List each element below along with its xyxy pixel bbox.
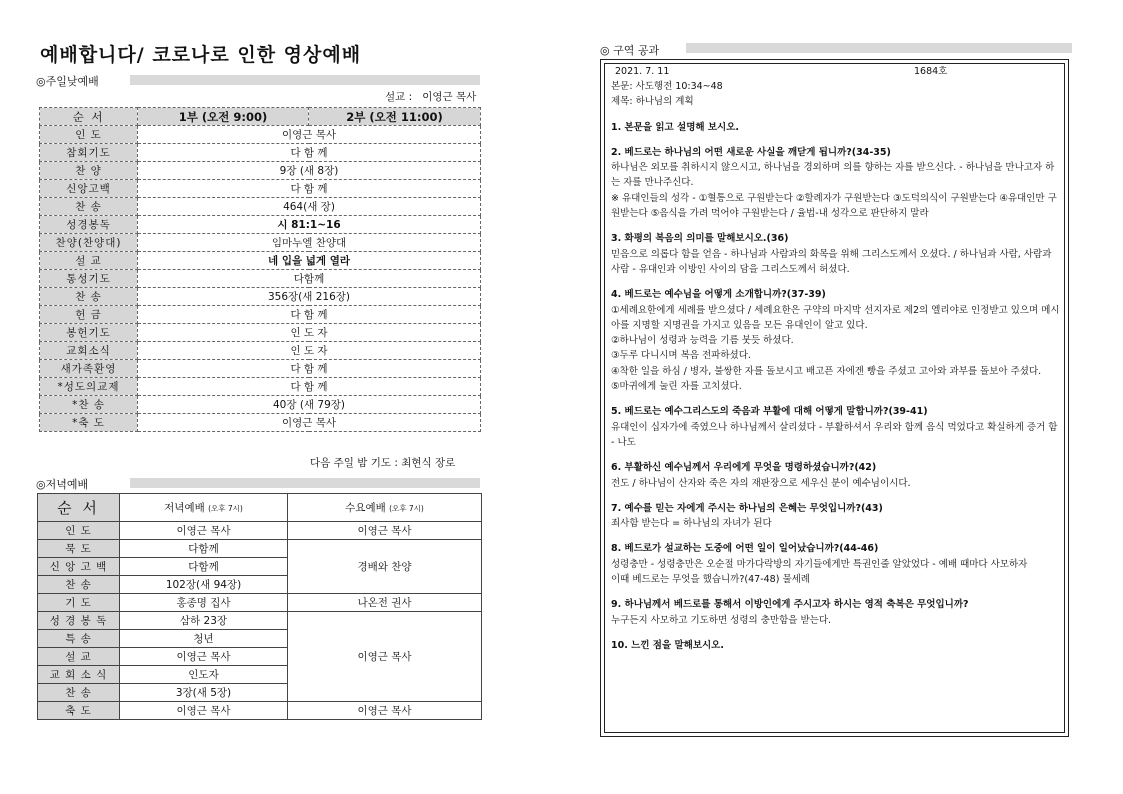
evening-row-wednesday: 나온전 권사 [288,594,482,612]
evening-row-sunday-night: 3장(새 5장) [120,684,288,702]
study-question: 6. 부활하신 예수님께서 우리에게 무엇을 명령하셨습니까?(42) [611,462,877,474]
evening-row [38,522,482,540]
study-question: 2. 베드로는 하나님의 어떤 새로운 사실을 깨닫게 됩니까?(34-35) [611,146,891,158]
study-spacer [611,394,1062,404]
evening-row-sunday-night: 삼하 23장 [120,612,288,630]
study-question: 3. 화평의 복음의 의미를 말해보시오.(36) [611,233,789,245]
next-prayer-note: 다음 주일 밤 기도 : 최현식 장로 [310,457,456,469]
sunday-order-table [39,107,481,432]
sunday-row-label: 인 도 [40,126,138,144]
study-spacer [611,221,1062,231]
sunday-row-label: 참회기도 [40,144,138,162]
sunday-row [40,324,481,342]
evening-row-label: 성 경 봉 독 [38,612,120,630]
sunday-row-label: 설 교 [40,252,138,270]
study-question: 4. 베드로는 예수님을 어떻게 소개합니까?(37-39) [611,289,826,301]
sunday-row [40,162,481,180]
study-answer: ③두루 다니시며 복음 전파하셨다. [611,350,751,362]
study-heading: ◎ 구역 공과 [600,44,660,57]
evening-row-label: 설 교 [38,648,120,666]
sunday-row [40,180,481,198]
col-header-first: 1부 (오전 9:00) [138,108,309,126]
sunday-row [40,126,481,144]
evening-row-label: 축 도 [38,702,120,720]
sunday-row-label: 새가족환영 [40,360,138,378]
evening-row-sunday-night: 인도자 [120,666,288,684]
study-heading-bar [686,43,1072,53]
sunday-row-label: *찬 송 [40,396,138,414]
sunday-row-label: 찬 양 [40,162,138,180]
evening-col-order: 순 서 [38,494,120,522]
study-spacer [611,277,1062,287]
study-question: 1. 본문을 읽고 설명해 보시오. [611,121,740,133]
study-answer: ⑤마귀에게 눌린 자를 고치셨다. [611,381,742,393]
sunday-row [40,216,481,234]
sunday-row-value: 이영근 목사 [138,126,481,144]
sunday-row-label: 봉헌기도 [40,324,138,342]
evening-row [38,540,482,558]
evening-row-wednesday: 이영근 목사 [288,702,482,720]
sunday-row-value: 464(새 장) [138,198,481,216]
study-spacer [611,531,1062,541]
evening-row-sunday-night: 이영근 목사 [120,648,288,666]
sunday-row-value: 다 함 께 [138,180,481,198]
evening-wednesday-merged-worship: 경배와 찬양 [288,540,482,594]
evening-heading: ◎저녁예배 [36,478,89,491]
study-question: 5. 베드로는 예수그리스도의 죽음과 부활에 대해 어떻게 말합니까?(39-41) [611,406,928,418]
study-answer: 전도 / 하나님이 산자와 죽은 자의 재판장으로 세우신 분이 예수님이시다. [611,477,911,489]
study-date-row [611,64,1062,79]
study-box [600,59,1069,737]
sunday-row-label: 헌 금 [40,306,138,324]
sunday-row [40,252,481,270]
sunday-row-label: 신앙고백 [40,180,138,198]
study-answer: 성령충만 - 성령충만은 오순절 마가다락방의 자기들에게만 특권인줄 알았었다 - 예배 때마다 사모하자 [611,558,1028,570]
sunday-row [40,378,481,396]
sunday-row-value: 인 도 자 [138,342,481,360]
sunday-row-label: 통성기도 [40,270,138,288]
sunday-row-label: 교회소식 [40,342,138,360]
study-answer: ②하나님이 성령과 능력을 기름 붓듯 하셨다. [611,335,794,347]
sunday-row [40,360,481,378]
sunday-row-value: 다 함 께 [138,360,481,378]
study-items [611,110,1062,654]
evening-order-table [37,493,482,720]
sunday-row [40,144,481,162]
study-question: 9. 하나님께서 베드로를 통해서 이방인에게 주시고자 하시는 영적 축복은 무엇입니까? [611,599,969,611]
evening-row-label: 교 회 소 식 [38,666,120,684]
sermon-preacher [385,89,476,104]
sunday-row-value: 9장 (새 8장) [138,162,481,180]
sunday-row [40,234,481,252]
study-answer: 유대인이 십자가에 죽였으나 하나님께서 살리셨다 - 부활하셔서 우리와 함께 음식 먹었다고 확실하게 증거 함 - 나도 [611,421,1058,448]
sunday-row-label: *축 도 [40,414,138,432]
evening-row-sunday-night: 102장(새 94장) [120,576,288,594]
evening-col-wednesday-label: 수요예배 [345,502,386,514]
study-answer: 이때 베드로는 무엇을 했습니까?(47-48) 물세례 [611,574,810,586]
study-spacer [611,135,1062,145]
sunday-row-label: 찬 송 [40,198,138,216]
evening-col-wednesday-time: (오후 7시) [389,504,424,513]
study-spacer [611,628,1062,638]
sunday-row-value: 인 도 자 [138,324,481,342]
evening-row-label: 인 도 [38,522,120,540]
study-issue: 1684호 [914,66,948,77]
evening-row-label: 특 송 [38,630,120,648]
sunday-row-label: 성경봉독 [40,216,138,234]
sunday-row-value: 네 입을 넓게 열라 [138,252,481,270]
evening-row-sunday-night: 이영근 목사 [120,702,288,720]
evening-col-sunday-night-label: 저녁예배 [164,502,205,514]
sunday-row-value: 40장 (새 79장) [138,396,481,414]
sermon-label: 설교 : [385,91,413,103]
evening-row [38,612,482,630]
sunday-heading-bar [130,75,480,85]
sunday-row-value: 다함께 [138,270,481,288]
evening-col-sunday-night [120,494,288,522]
sunday-row-value: 이영근 목사 [138,414,481,432]
sunday-row [40,414,481,432]
evening-wednesday-merged-preacher: 이영근 목사 [288,612,482,702]
sunday-row [40,306,481,324]
evening-row-sunday-night: 다함께 [120,540,288,558]
evening-col-wednesday [288,494,482,522]
sunday-row [40,342,481,360]
study-passage: 본문: 사도행전 10:34~48 [611,81,723,92]
evening-row-sunday-night: 다함께 [120,558,288,576]
study-answer: ※ 유대인들의 성각 - ①혈통으로 구원받는다 ②할례자가 구원받는다 ③도덕의식이 구원받는다 ④유대인만 구원받는다 ⑤음식을 가려 먹어야 구원받는다 / 율법-내 성각으로 판단하지 말라 [611,192,1057,220]
sunday-row-value: 다 함 께 [138,378,481,396]
study-date: 2021. 7. 11 [615,66,670,77]
sunday-heading: ◎주일낮예배 [36,75,99,88]
study-question: 7. 예수를 믿는 자에게 주시는 하나님의 은혜는 무엇입니까?(43) [611,502,883,514]
study-answer: 누구든지 사모하고 기도하면 성령의 충만함을 받는다. [611,614,832,626]
sunday-row [40,396,481,414]
study-content [611,64,1062,653]
sunday-row [40,198,481,216]
sunday-row-label: *성도의교제 [40,378,138,396]
study-spacer [611,450,1062,460]
col-header-order: 순 서 [40,108,138,126]
page-title: 예배합니다/ 코로나로 인한 영상예배 [40,44,362,66]
sunday-row-label: 찬 송 [40,288,138,306]
sermon-by: 이영근 목사 [422,91,477,103]
study-answer: ①세례요한에게 세례를 받으셨다 / 세례요한은 구약의 마지막 선지자로 제2의 엘리야로 인정받고 있으며 메시아를 지명할 지명권을 가지고 있음을 모든 유대인이 알고 있다. [611,304,1060,331]
sunday-row-value: 다 함 께 [138,306,481,324]
evening-row-sunday-night: 청년 [120,630,288,648]
sunday-row-value: 다 함 께 [138,144,481,162]
col-header-second: 2부 (오전 11:00) [309,108,481,126]
evening-col-sunday-night-time: (오후 7시) [208,504,243,513]
evening-row-label: 기 도 [38,594,120,612]
evening-row-wednesday: 이영근 목사 [288,522,482,540]
evening-row-label: 찬 송 [38,684,120,702]
evening-heading-bar [130,478,480,488]
sunday-row-value: 356장(새 216장) [138,288,481,306]
sunday-row-value: 시 81:1~16 [138,216,481,234]
evening-row [38,702,482,720]
evening-row-label: 신 앙 고 백 [38,558,120,576]
evening-row-sunday-night: 홍종명 집사 [120,594,288,612]
sunday-row-label: 찬양(찬양대) [40,234,138,252]
evening-row-sunday-night: 이영근 목사 [120,522,288,540]
study-question: 10. 느낀 점을 말해보시오. [611,639,724,651]
sunday-row-value: 임마누엘 찬양대 [138,234,481,252]
study-spacer [611,491,1062,501]
study-subject: 제목: 하나님의 계획 [611,96,694,108]
study-answer: 죄사함 받는다 = 하나님의 자녀가 된다 [611,518,772,530]
study-answer: 하나님은 외모를 취하시지 않으시고, 하나님을 경외하며 의를 향하는 자를 받으신다. - 하나님을 만나고자 하는 자를 만나주신다. [611,162,1055,189]
evening-row [38,594,482,612]
sunday-row [40,270,481,288]
study-answer: ④착한 일을 하심 / 병자, 불쌍한 자를 돌보시고 배고픈 자에겐 빵을 주셨고 고아와 과부를 돌보아 주셨다. [611,365,1042,377]
evening-row-label: 찬 송 [38,576,120,594]
study-answer: 믿음으로 의롭다 함을 얻음 - 하나님과 사람과의 화목을 위해 그리스도께서 오셨다. / 하나님과 사람, 사람과 사람 - 유대인과 이방인 사이의 담을 그리스도께서 허셨다. [611,248,1052,275]
evening-row-label: 묵 도 [38,540,120,558]
study-question: 8. 베드로가 설교하는 도중에 어떤 일이 일어났습니까?(44-46) [611,543,879,555]
study-spacer [611,110,1062,120]
sunday-row [40,288,481,306]
study-spacer [611,587,1062,597]
